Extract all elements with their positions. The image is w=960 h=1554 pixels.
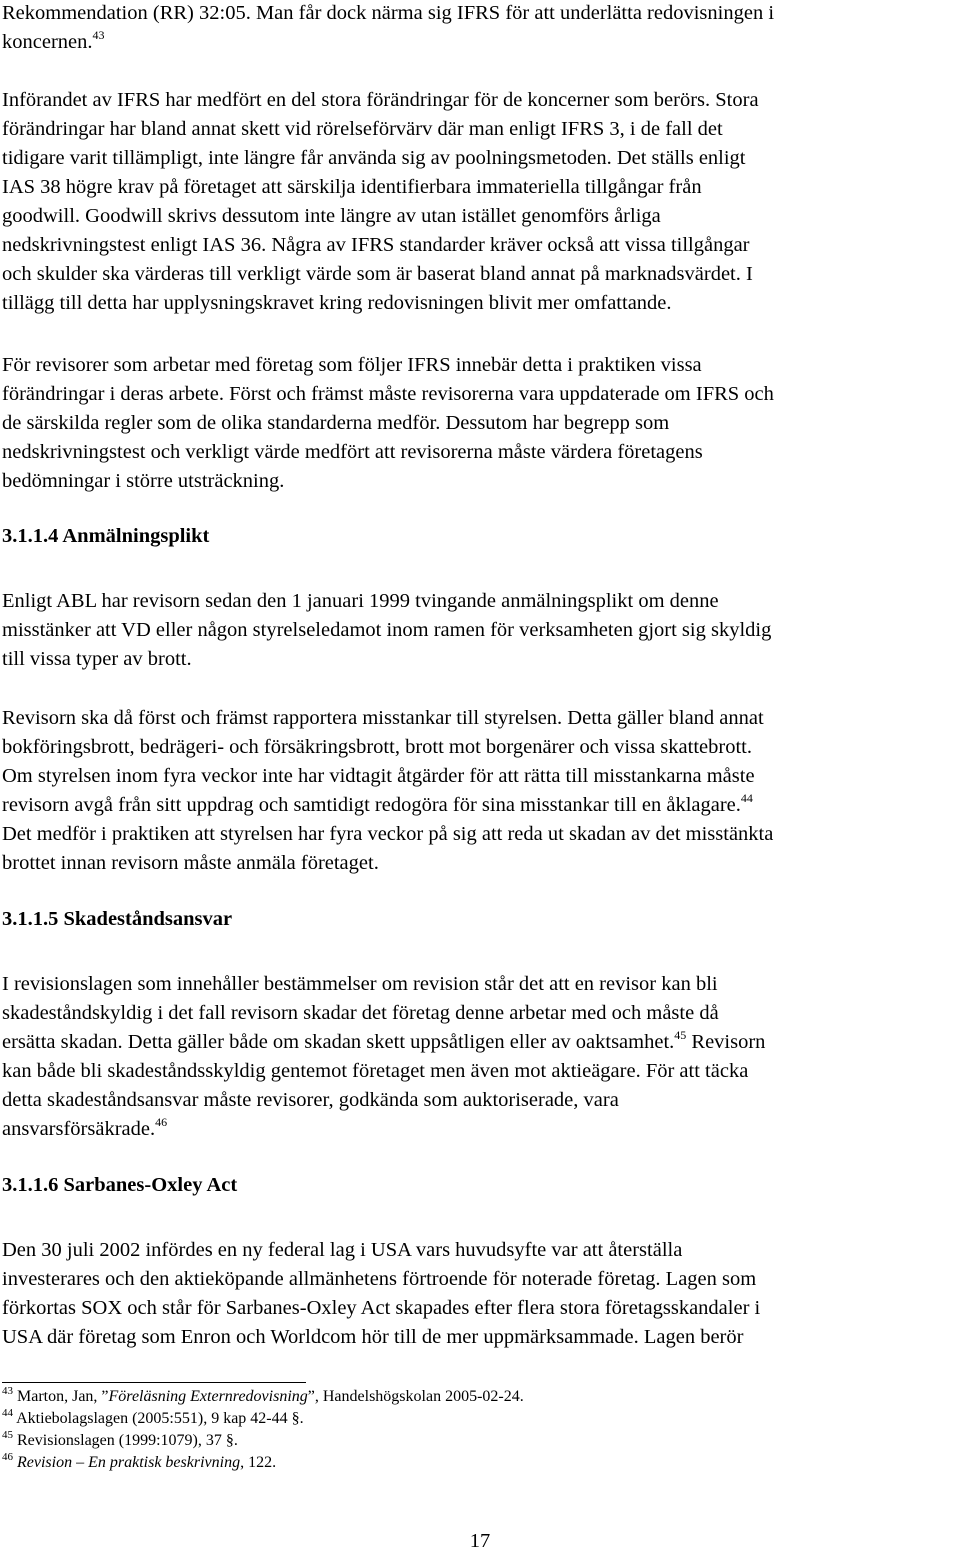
- section-heading: 3.1.1.5 Skadeståndsansvar: [2, 908, 233, 930]
- page-number: 17: [469, 1530, 491, 1552]
- text-line: [2, 791, 958, 820]
- text-segment: koncernen.: [2, 31, 93, 53]
- text-line: förändringar har bland annat skett vid rörelseförvärv där man enligt IFRS 3, i de fall det: [2, 118, 723, 140]
- text-line: och skulder ska värderas till verkligt värde som är baserat bland annat på marknadsvärdet. I: [2, 263, 753, 285]
- section-heading: 3.1.1.6 Sarbanes-Oxley Act: [2, 1174, 238, 1196]
- paragraph: [2, 0, 958, 57]
- text-line: Revisorn ska då först och främst rapportera misstankar till styrelsen. Detta gäller bland annat: [2, 707, 764, 729]
- footnote-ref: 43: [92, 28, 105, 42]
- text-line: Enligt ABL har revisorn sedan den 1 januari 1999 tvingande anmälningsplikt om denne: [2, 590, 719, 612]
- text-line: skadeståndskyldig i det fall revisorn skadar det företag denne arbetar med och måste då: [2, 1002, 719, 1024]
- text-line: Den 30 juli 2002 infördes en ny federal lag i USA vars huvudsyfte var att återställa: [2, 1239, 683, 1261]
- footnote-ref: 46: [155, 1115, 168, 1129]
- text-line: I revisionslagen som innehåller bestämmelser om revision står det att en revisor kan bli: [2, 973, 718, 995]
- text-line: [2, 1115, 958, 1144]
- text-line: För revisorer som arbetar med företag som följer IFRS innebär detta i praktiken vissa: [2, 354, 702, 376]
- text-line: brottet innan revisorn måste anmäla företaget.: [2, 852, 379, 874]
- text-segment: revisorn avgå från sitt uppdrag och samtidigt redogöra för sina misstankar till en åklagare.: [2, 794, 741, 816]
- footnote-ref: 45: [674, 1028, 687, 1042]
- text-line: de särskilda regler som de olika standarderna medför. Dessutom har begrepp som: [2, 412, 670, 434]
- paragraph: [2, 351, 958, 496]
- footnote-text: , 122.: [240, 1454, 277, 1471]
- text-line: Rekommendation (RR) 32:05. Man får dock närma sig IFRS för att underlätta redovisningen i: [2, 2, 775, 24]
- footnote-title: Revision – En praktisk beskrivning: [17, 1454, 241, 1471]
- section-heading: 3.1.1.4 Anmälningsplikt: [2, 525, 210, 547]
- text-line: Om styrelsen inom fyra veckor inte har vidtagit åtgärder för att rätta till misstankarna måste: [2, 765, 755, 787]
- text-line: Det medför i praktiken att styrelsen har fyra veckor på sig att reda ut skadan av det misstänkta: [2, 823, 774, 845]
- text-line: tillägg till detta har upplysningskravet kring redovisningen blivit mer omfattande.: [2, 292, 672, 314]
- footnote-number: 44: [2, 1407, 13, 1419]
- footnote-number: 46: [2, 1451, 13, 1463]
- paragraph: [2, 1236, 958, 1352]
- text-line: nedskrivningstest enligt IAS 36. Några av IFRS standarder kräver också att vissa tillgångar: [2, 234, 750, 256]
- paragraph: [2, 587, 958, 674]
- footnote-text: Revisionslagen (1999:1079), 37 §.: [17, 1432, 238, 1449]
- footnote-ref: 44: [740, 791, 753, 805]
- footnote-text: ”, Handelshögskolan 2005-02-24.: [307, 1388, 524, 1405]
- footnote: [2, 1408, 958, 1430]
- footnote: [2, 1452, 958, 1474]
- text-line: [2, 1028, 958, 1057]
- text-line: bokföringsbrott, bedrägeri- och försäkringsbrott, brott mot borgenärer och vissa skattebrott.: [2, 736, 752, 758]
- footnote: [2, 1386, 958, 1408]
- text-line: Införandet av IFRS har medfört en del stora förändringar för de koncerner som berörs. Stora: [2, 89, 759, 111]
- paragraph: [2, 86, 958, 318]
- footnotes: [2, 1386, 958, 1474]
- text-line: investerares och den aktieköpande allmänhetens förtroende för noterade företag. Lagen som: [2, 1268, 757, 1290]
- text-segment: Revisorn: [686, 1031, 766, 1053]
- text-line: goodwill. Goodwill skrivs dessutom inte längre av utan istället genomförs årliga: [2, 205, 661, 227]
- paragraph: [2, 704, 958, 878]
- text-line: bedömningar i större utsträckning.: [2, 470, 285, 492]
- footnote-title: Föreläsning Externredovisning: [108, 1388, 308, 1405]
- footnote-separator: [2, 1382, 306, 1383]
- footnote-number: 43: [2, 1385, 13, 1397]
- text-line: detta skadeståndsansvar måste revisorer, godkända som auktoriserade, vara: [2, 1089, 619, 1111]
- text-line: IAS 38 högre krav på företaget att särskilja identifierbara immateriella tillgångar från: [2, 176, 702, 198]
- text-line: nedskrivningstest och verkligt värde medfört att revisorerna måste värdera företagens: [2, 441, 703, 463]
- text-segment: ansvarsförsäkrade.: [2, 1118, 156, 1140]
- text-line: till vissa typer av brott.: [2, 648, 192, 670]
- text-segment: ersätta skadan. Detta gäller både om skadan skett uppsåtligen eller av oaktsamhet.: [2, 1031, 675, 1053]
- footnote-text: Aktiebolagslagen (2005:551), 9 kap 42-44 §.: [16, 1410, 304, 1427]
- text-line: kan både bli skadeståndsskyldig gentemot företaget men även mot aktieägare. För att täcka: [2, 1060, 749, 1082]
- text-line: förändringar i deras arbete. Först och främst måste revisorerna vara uppdaterade om IFRS och: [2, 383, 774, 405]
- paragraph: [2, 970, 958, 1144]
- text-line: misstänker att VD eller någon styrelseledamot inom ramen för verksamheten gjort sig skyldig: [2, 619, 772, 641]
- text-line: [2, 28, 958, 57]
- text-line: tidigare varit tillämpligt, inte längre får använda sig av poolningsmetoden. Det ställs enligt: [2, 147, 746, 169]
- text-line: USA där företag som Enron och Worldcom hör till de mer uppmärksammade. Lagen berör: [2, 1326, 744, 1348]
- footnote-text: Marton, Jan, ”: [17, 1388, 109, 1405]
- text-line: förkortas SOX och står för Sarbanes-Oxley Act skapades efter flera stora företagsskandaler i: [2, 1297, 761, 1319]
- footnote-number: 45: [2, 1429, 13, 1441]
- footnote: [2, 1430, 958, 1452]
